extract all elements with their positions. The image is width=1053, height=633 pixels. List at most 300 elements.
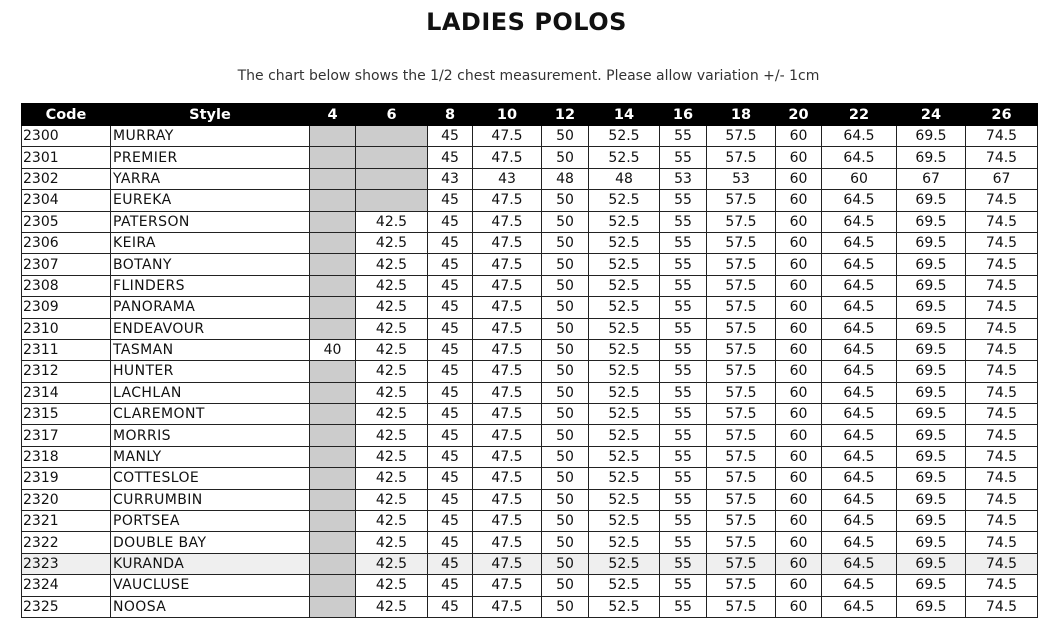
cell-size: 52.5 <box>589 339 660 360</box>
cell-size: 55 <box>660 254 707 275</box>
cell-size: 74.5 <box>966 211 1038 232</box>
cell-size: 57.5 <box>707 126 776 147</box>
table-row <box>22 318 1038 339</box>
cell-size: 55 <box>660 468 707 489</box>
cell-size: 60 <box>776 275 822 296</box>
cell-size: 55 <box>660 511 707 532</box>
cell-size: 74.5 <box>966 318 1038 339</box>
cell-code: 2312 <box>22 361 111 382</box>
cell-size: 45 <box>428 147 473 168</box>
cell-size: 50 <box>542 339 589 360</box>
table-row <box>22 425 1038 446</box>
cell-style: PATERSON <box>111 211 310 232</box>
cell-code: 2321 <box>22 511 111 532</box>
cell-size: 47.5 <box>473 575 542 596</box>
cell-size: 52.5 <box>589 318 660 339</box>
cell-size: 45 <box>428 254 473 275</box>
cell-size: 45 <box>428 468 473 489</box>
cell-size: 45 <box>428 318 473 339</box>
cell-size: 60 <box>776 489 822 510</box>
cell-size: 64.5 <box>822 382 897 403</box>
cell-size: 45 <box>428 446 473 467</box>
cell-size: 69.5 <box>897 339 966 360</box>
cell-size: 50 <box>542 211 589 232</box>
cell-size-unavailable <box>356 190 428 211</box>
cell-style: FLINDERS <box>111 275 310 296</box>
table-row <box>22 339 1038 360</box>
page-subtitle: The chart below shows the 1/2 chest measurement. Please allow variation +/- 1cm <box>237 68 820 84</box>
cell-size: 45 <box>428 404 473 425</box>
cell-size: 74.5 <box>966 361 1038 382</box>
cell-size: 45 <box>428 425 473 446</box>
column-header-size: 10 <box>473 104 542 126</box>
cell-size-unavailable <box>310 168 356 189</box>
cell-size: 42.5 <box>356 532 428 553</box>
cell-size: 57.5 <box>707 361 776 382</box>
column-header-size: 16 <box>660 104 707 126</box>
cell-size: 52.5 <box>589 553 660 574</box>
cell-code: 2317 <box>22 425 111 446</box>
column-header-size: 14 <box>589 104 660 126</box>
cell-size: 60 <box>776 168 822 189</box>
cell-size: 74.5 <box>966 126 1038 147</box>
cell-size: 74.5 <box>966 575 1038 596</box>
page-title: LADIES POLOS <box>426 8 627 36</box>
cell-code: 2301 <box>22 147 111 168</box>
cell-size: 47.5 <box>473 596 542 617</box>
cell-size-unavailable <box>310 596 356 617</box>
cell-style: VAUCLUSE <box>111 575 310 596</box>
cell-size: 52.5 <box>589 275 660 296</box>
cell-size: 55 <box>660 190 707 211</box>
cell-size-unavailable <box>310 147 356 168</box>
cell-size: 57.5 <box>707 318 776 339</box>
cell-size: 50 <box>542 489 589 510</box>
cell-size: 55 <box>660 596 707 617</box>
cell-size: 52.5 <box>589 361 660 382</box>
cell-size: 57.5 <box>707 254 776 275</box>
cell-size: 60 <box>776 382 822 403</box>
cell-size: 64.5 <box>822 532 897 553</box>
cell-style: DOUBLE BAY <box>111 532 310 553</box>
cell-size: 45 <box>428 532 473 553</box>
cell-size: 74.5 <box>966 275 1038 296</box>
cell-size: 52.5 <box>589 147 660 168</box>
cell-size: 74.5 <box>966 339 1038 360</box>
table-row <box>22 126 1038 147</box>
cell-size: 47.5 <box>473 446 542 467</box>
cell-size: 47.5 <box>473 404 542 425</box>
cell-size-unavailable <box>310 446 356 467</box>
cell-size: 47.5 <box>473 382 542 403</box>
cell-size: 64.5 <box>822 425 897 446</box>
cell-style: BOTANY <box>111 254 310 275</box>
cell-size: 55 <box>660 318 707 339</box>
cell-size: 47.5 <box>473 532 542 553</box>
cell-size: 69.5 <box>897 596 966 617</box>
cell-size: 60 <box>776 339 822 360</box>
cell-size: 69.5 <box>897 254 966 275</box>
table-row <box>22 553 1038 574</box>
cell-size: 74.5 <box>966 425 1038 446</box>
cell-code: 2304 <box>22 190 111 211</box>
cell-code: 2307 <box>22 254 111 275</box>
cell-size: 60 <box>776 446 822 467</box>
cell-size: 47.5 <box>473 553 542 574</box>
cell-size: 42.5 <box>356 382 428 403</box>
cell-size: 74.5 <box>966 489 1038 510</box>
cell-size-unavailable <box>310 575 356 596</box>
cell-size: 74.5 <box>966 404 1038 425</box>
cell-size: 55 <box>660 382 707 403</box>
cell-size: 45 <box>428 190 473 211</box>
cell-size: 42.5 <box>356 254 428 275</box>
cell-size: 50 <box>542 596 589 617</box>
cell-size-unavailable <box>310 297 356 318</box>
cell-size: 57.5 <box>707 211 776 232</box>
size-chart-table <box>21 103 1038 618</box>
table-row <box>22 254 1038 275</box>
cell-size: 42.5 <box>356 361 428 382</box>
cell-style: CURRUMBIN <box>111 489 310 510</box>
cell-size: 64.5 <box>822 404 897 425</box>
cell-size: 52.5 <box>589 382 660 403</box>
cell-size: 47.5 <box>473 318 542 339</box>
cell-style: KEIRA <box>111 232 310 253</box>
cell-size: 74.5 <box>966 190 1038 211</box>
cell-size: 42.5 <box>356 425 428 446</box>
cell-code: 2323 <box>22 553 111 574</box>
cell-code: 2322 <box>22 532 111 553</box>
cell-size: 52.5 <box>589 468 660 489</box>
table-row <box>22 190 1038 211</box>
cell-size: 53 <box>660 168 707 189</box>
column-header-size: 22 <box>822 104 897 126</box>
cell-size: 53 <box>707 168 776 189</box>
column-header-size: 24 <box>897 104 966 126</box>
cell-code: 2302 <box>22 168 111 189</box>
cell-size: 47.5 <box>473 511 542 532</box>
table-row <box>22 361 1038 382</box>
cell-size: 64.5 <box>822 596 897 617</box>
cell-size: 48 <box>589 168 660 189</box>
column-header-size: 6 <box>356 104 428 126</box>
cell-code: 2325 <box>22 596 111 617</box>
cell-style: YARRA <box>111 168 310 189</box>
cell-style: MORRIS <box>111 425 310 446</box>
cell-size: 64.5 <box>822 489 897 510</box>
cell-size: 74.5 <box>966 254 1038 275</box>
cell-size: 60 <box>776 297 822 318</box>
cell-code: 2311 <box>22 339 111 360</box>
column-header-size: 20 <box>776 104 822 126</box>
cell-size: 52.5 <box>589 489 660 510</box>
cell-style: PREMIER <box>111 147 310 168</box>
cell-size: 60 <box>776 596 822 617</box>
cell-size: 64.5 <box>822 575 897 596</box>
cell-code: 2305 <box>22 211 111 232</box>
cell-size: 60 <box>776 147 822 168</box>
cell-size: 42.5 <box>356 596 428 617</box>
cell-code: 2306 <box>22 232 111 253</box>
cell-size-unavailable <box>356 126 428 147</box>
cell-code: 2314 <box>22 382 111 403</box>
cell-size: 50 <box>542 232 589 253</box>
cell-size-unavailable <box>310 532 356 553</box>
cell-size: 55 <box>660 532 707 553</box>
cell-size: 52.5 <box>589 575 660 596</box>
table-row <box>22 232 1038 253</box>
cell-size: 55 <box>660 553 707 574</box>
cell-size: 55 <box>660 425 707 446</box>
cell-size: 57.5 <box>707 489 776 510</box>
cell-style: NOOSA <box>111 596 310 617</box>
cell-style: KURANDA <box>111 553 310 574</box>
cell-style: ENDEAVOUR <box>111 318 310 339</box>
cell-size: 69.5 <box>897 446 966 467</box>
cell-size: 43 <box>428 168 473 189</box>
cell-size: 47.5 <box>473 147 542 168</box>
cell-size: 57.5 <box>707 425 776 446</box>
cell-size: 50 <box>542 361 589 382</box>
cell-size: 69.5 <box>897 489 966 510</box>
cell-size: 64.5 <box>822 446 897 467</box>
cell-style: HUNTER <box>111 361 310 382</box>
table-row <box>22 596 1038 617</box>
cell-style: EUREKA <box>111 190 310 211</box>
cell-size: 50 <box>542 275 589 296</box>
cell-size: 42.5 <box>356 468 428 489</box>
cell-size: 64.5 <box>822 318 897 339</box>
cell-style: TASMAN <box>111 339 310 360</box>
cell-size: 50 <box>542 382 589 403</box>
cell-code: 2315 <box>22 404 111 425</box>
cell-size: 45 <box>428 232 473 253</box>
cell-size-unavailable <box>310 382 356 403</box>
cell-size: 47.5 <box>473 126 542 147</box>
table-header-row <box>22 104 1038 126</box>
cell-size: 74.5 <box>966 382 1038 403</box>
cell-size: 69.5 <box>897 211 966 232</box>
cell-size: 64.5 <box>822 254 897 275</box>
cell-size: 57.5 <box>707 468 776 489</box>
cell-size: 52.5 <box>589 511 660 532</box>
cell-size: 57.5 <box>707 532 776 553</box>
cell-code: 2324 <box>22 575 111 596</box>
cell-size: 52.5 <box>589 254 660 275</box>
cell-size: 74.5 <box>966 553 1038 574</box>
cell-size: 57.5 <box>707 190 776 211</box>
cell-size-unavailable <box>310 275 356 296</box>
cell-size: 60 <box>776 190 822 211</box>
cell-size: 60 <box>776 211 822 232</box>
cell-size: 57.5 <box>707 596 776 617</box>
cell-size: 50 <box>542 318 589 339</box>
cell-size: 57.5 <box>707 511 776 532</box>
cell-size: 60 <box>822 168 897 189</box>
cell-style: PORTSEA <box>111 511 310 532</box>
cell-size-unavailable <box>310 468 356 489</box>
cell-size: 47.5 <box>473 425 542 446</box>
cell-size: 74.5 <box>966 232 1038 253</box>
cell-size: 52.5 <box>589 297 660 318</box>
cell-size-unavailable <box>310 361 356 382</box>
cell-size: 45 <box>428 339 473 360</box>
cell-size: 52.5 <box>589 232 660 253</box>
cell-size: 69.5 <box>897 532 966 553</box>
cell-size: 60 <box>776 254 822 275</box>
cell-size: 55 <box>660 404 707 425</box>
cell-size: 45 <box>428 511 473 532</box>
cell-size: 74.5 <box>966 596 1038 617</box>
cell-size-unavailable <box>310 553 356 574</box>
cell-size: 69.5 <box>897 468 966 489</box>
cell-size: 57.5 <box>707 382 776 403</box>
cell-size: 42.5 <box>356 511 428 532</box>
cell-size: 69.5 <box>897 511 966 532</box>
cell-size: 69.5 <box>897 297 966 318</box>
cell-size: 50 <box>542 446 589 467</box>
cell-size: 57.5 <box>707 339 776 360</box>
cell-size: 52.5 <box>589 126 660 147</box>
cell-size: 64.5 <box>822 361 897 382</box>
cell-size: 60 <box>776 425 822 446</box>
cell-size: 42.5 <box>356 297 428 318</box>
cell-size: 50 <box>542 425 589 446</box>
cell-size: 42.5 <box>356 232 428 253</box>
cell-size: 67 <box>897 168 966 189</box>
table-row <box>22 275 1038 296</box>
cell-size: 60 <box>776 468 822 489</box>
cell-size: 47.5 <box>473 211 542 232</box>
cell-size: 60 <box>776 404 822 425</box>
cell-size: 42.5 <box>356 575 428 596</box>
cell-size: 69.5 <box>897 404 966 425</box>
cell-size: 64.5 <box>822 468 897 489</box>
cell-size: 57.5 <box>707 275 776 296</box>
cell-size: 60 <box>776 532 822 553</box>
cell-size: 47.5 <box>473 254 542 275</box>
column-header-style: Style <box>111 104 310 126</box>
cell-size: 64.5 <box>822 232 897 253</box>
cell-size: 57.5 <box>707 553 776 574</box>
cell-size: 42.5 <box>356 211 428 232</box>
cell-code: 2318 <box>22 446 111 467</box>
cell-size: 50 <box>542 147 589 168</box>
cell-size: 42.5 <box>356 318 428 339</box>
cell-size: 47.5 <box>473 339 542 360</box>
cell-size: 57.5 <box>707 147 776 168</box>
cell-size-unavailable <box>310 190 356 211</box>
cell-size: 64.5 <box>822 511 897 532</box>
cell-size: 42.5 <box>356 339 428 360</box>
cell-style: LACHLAN <box>111 382 310 403</box>
cell-size: 64.5 <box>822 147 897 168</box>
cell-size: 60 <box>776 318 822 339</box>
cell-size: 55 <box>660 297 707 318</box>
column-header-size: 12 <box>542 104 589 126</box>
cell-size: 50 <box>542 532 589 553</box>
table-row <box>22 297 1038 318</box>
cell-size: 64.5 <box>822 297 897 318</box>
cell-size: 50 <box>542 553 589 574</box>
cell-size: 74.5 <box>966 147 1038 168</box>
table-row <box>22 468 1038 489</box>
cell-size: 52.5 <box>589 596 660 617</box>
cell-size-unavailable <box>310 126 356 147</box>
cell-size: 55 <box>660 211 707 232</box>
cell-size: 69.5 <box>897 575 966 596</box>
cell-size: 45 <box>428 211 473 232</box>
cell-size-unavailable <box>310 489 356 510</box>
column-header-size: 18 <box>707 104 776 126</box>
cell-size: 45 <box>428 275 473 296</box>
cell-size: 64.5 <box>822 190 897 211</box>
cell-size: 57.5 <box>707 446 776 467</box>
cell-style: PANORAMA <box>111 297 310 318</box>
cell-size: 50 <box>542 468 589 489</box>
cell-size: 57.5 <box>707 404 776 425</box>
cell-code: 2300 <box>22 126 111 147</box>
cell-size: 50 <box>542 404 589 425</box>
cell-size: 52.5 <box>589 532 660 553</box>
cell-size: 74.5 <box>966 297 1038 318</box>
cell-size-unavailable <box>310 254 356 275</box>
cell-size-unavailable <box>356 168 428 189</box>
cell-size: 47.5 <box>473 489 542 510</box>
cell-size: 52.5 <box>589 211 660 232</box>
cell-size: 40 <box>310 339 356 360</box>
cell-size: 69.5 <box>897 361 966 382</box>
table-row <box>22 382 1038 403</box>
cell-size: 64.5 <box>822 553 897 574</box>
column-header-size: 4 <box>310 104 356 126</box>
cell-size: 60 <box>776 232 822 253</box>
cell-size: 45 <box>428 553 473 574</box>
cell-size: 55 <box>660 489 707 510</box>
cell-size: 55 <box>660 275 707 296</box>
cell-size: 69.5 <box>897 318 966 339</box>
cell-size: 60 <box>776 511 822 532</box>
cell-size: 42.5 <box>356 404 428 425</box>
cell-size: 55 <box>660 575 707 596</box>
cell-size: 67 <box>966 168 1038 189</box>
cell-size: 74.5 <box>966 468 1038 489</box>
cell-size: 45 <box>428 575 473 596</box>
cell-size: 50 <box>542 254 589 275</box>
cell-size: 55 <box>660 232 707 253</box>
cell-size: 50 <box>542 575 589 596</box>
cell-size: 45 <box>428 382 473 403</box>
cell-size: 55 <box>660 339 707 360</box>
cell-size: 50 <box>542 297 589 318</box>
cell-size: 42.5 <box>356 275 428 296</box>
cell-size-unavailable <box>310 404 356 425</box>
cell-size: 55 <box>660 361 707 382</box>
cell-size: 64.5 <box>822 339 897 360</box>
table-row <box>22 446 1038 467</box>
table-row <box>22 147 1038 168</box>
cell-size: 69.5 <box>897 232 966 253</box>
table-row <box>22 168 1038 189</box>
cell-size: 45 <box>428 489 473 510</box>
table-row <box>22 211 1038 232</box>
cell-code: 2320 <box>22 489 111 510</box>
cell-size: 42.5 <box>356 446 428 467</box>
cell-size: 48 <box>542 168 589 189</box>
cell-size: 52.5 <box>589 446 660 467</box>
cell-size: 45 <box>428 361 473 382</box>
